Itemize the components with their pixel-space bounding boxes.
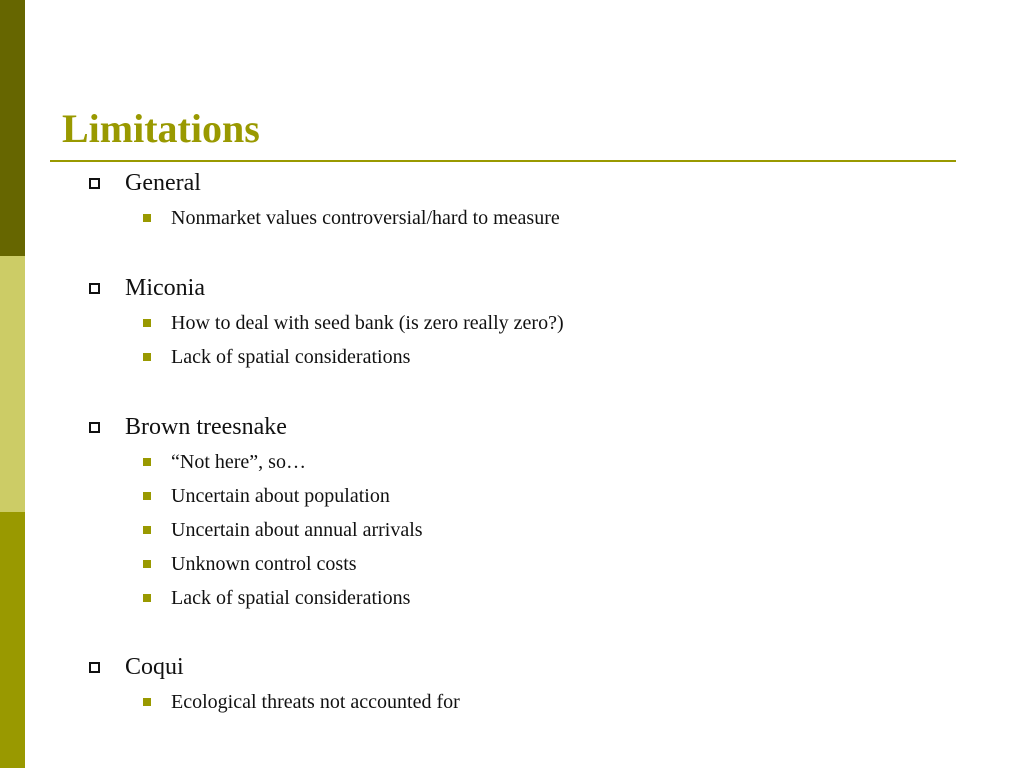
filled-square-bullet-icon [143,560,151,568]
list-item [0,480,1024,514]
section-heading-row [0,652,1024,686]
filled-square-bullet-icon [143,698,151,706]
filled-square-bullet-icon [143,526,151,534]
list-item [0,341,1024,375]
section-heading: Coqui [125,654,184,680]
hollow-square-bullet-icon [89,283,100,294]
section-heading-row [0,168,1024,202]
section-heading-row [0,273,1024,307]
list-item [0,548,1024,582]
filled-square-bullet-icon [143,214,151,222]
filled-square-bullet-icon [143,492,151,500]
section-miconia [0,273,1024,375]
filled-square-bullet-icon [143,458,151,466]
section-brown-treesnake [0,412,1024,616]
list-item-text: “Not here”, so… [171,451,306,473]
section-general [0,168,1024,236]
list-item-text: Ecological threats not accounted for [171,691,460,713]
hollow-square-bullet-icon [89,178,100,189]
list-item [0,307,1024,341]
section-heading-row [0,412,1024,446]
filled-square-bullet-icon [143,353,151,361]
filled-square-bullet-icon [143,594,151,602]
list-item [0,582,1024,616]
list-item [0,202,1024,236]
slide-title: Limitations [62,106,260,151]
list-item-text: Lack of spatial considerations [171,346,411,368]
list-item [0,446,1024,480]
hollow-square-bullet-icon [89,422,100,433]
section-heading: Brown treesnake [125,414,287,440]
list-item-text: Lack of spatial considerations [171,587,411,609]
section-coqui [0,652,1024,720]
section-heading: Miconia [125,275,205,301]
list-item-text: Uncertain about annual arrivals [171,519,423,541]
hollow-square-bullet-icon [89,662,100,673]
list-item-text: Uncertain about population [171,485,390,507]
list-item-text: How to deal with seed bank (is zero really zero?) [171,312,564,334]
list-item [0,686,1024,720]
list-item-text: Nonmarket values controversial/hard to measure [171,207,560,229]
filled-square-bullet-icon [143,319,151,327]
section-heading: General [125,170,201,196]
list-item-text: Unknown control costs [171,553,357,575]
list-item [0,514,1024,548]
